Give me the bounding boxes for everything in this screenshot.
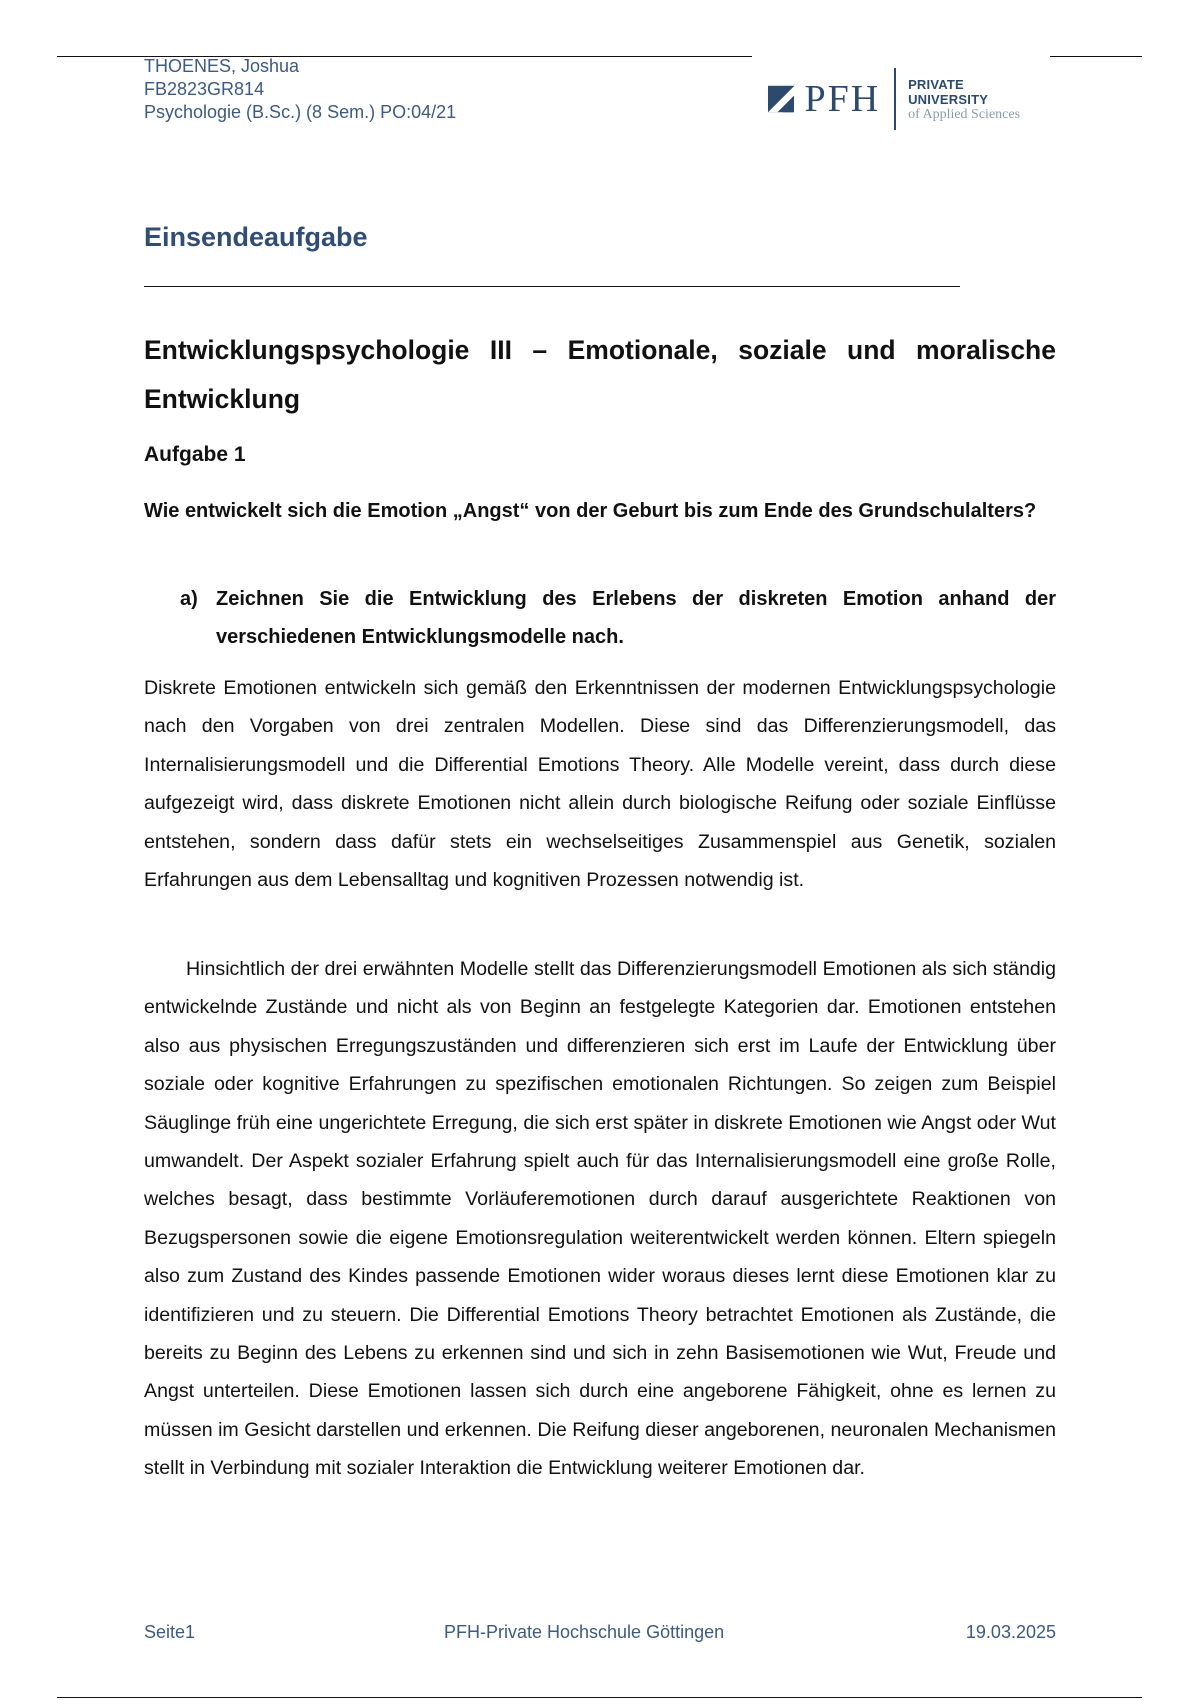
document-type-heading: Einsendeaufgabe (144, 222, 368, 252)
student-name: THOENES, Joshua (144, 56, 300, 76)
task-question: Wie entwickelt sich die Emotion „Angst“ von der Geburt bis zum Ende des Grundschulalters? (144, 500, 1037, 522)
body-paragraph-2: Hinsichtlich der drei erwähnten Modelle stellt das Differenzierungsmodell Emotionen als sich ständig entwickelnde Zustände und nicht als von Beginn an festgelegte Kategorien dar. Emotionen entstehen also aus physischen Erregungszuständen und differenzieren sich erst im Laufe der Entwicklung über soziale oder kognitive Erfahrungen zu spezifischen emotionalen Richtungen. So zeigen zum Beispiel Säuglinge früh eine ungerichtete Erregung, die sich erst später in diskrete Emotionen wie Angst oder Wut umwandelt. Der Aspekt sozialer Erfahrung spielt auch für das Internalisierungsmodell eine große Rolle, welches besagt, dass bestimmte Vorläuferemotionen durch darauf ausgerichtete Reaktionen von Bezugspersonen sowie die eigene Emotionsregulation weiterentwickelt werden können. Eltern spiegeln also zum Zustand des Kindes passende Emotionen wider woraus dieses lernt diese Emotionen klar zu identifizieren und zu steuern. Die Differential Emotions Theory betrachtet Emotionen als Zustände, die bereits zu Beginn des Lebens zu erkennen sind und sich in zehn Basisemotionen wie Wut, Freude und Angst unterteilen. Diese Emotionen lassen sich durch eine angeborene Fähigkeit, ohne es lernen zu müssen im Gesicht darstellen und erkennen. Die Reifung dieser angeborenen, neuronalen Mechanismen stellt in Verbindung mit sozialer Interaktion die Entwicklung weiterer Emotionen dar. (144, 958, 1056, 1480)
footer-page-number: Seite1 (144, 1622, 196, 1642)
logo-letters: PFH (804, 78, 881, 120)
logo-divider (894, 68, 896, 130)
footer-institution: PFH-Private Hochschule Göttingen (444, 1622, 725, 1642)
logo-tagline-line2: of Applied Sciences (908, 106, 1021, 122)
header-rule-right (1050, 56, 1142, 57)
subtask-a (180, 580, 1056, 656)
student-id: FB2823GR814 (144, 79, 265, 99)
footer-rule (57, 1697, 1142, 1698)
logo-tagline (908, 77, 1040, 122)
subtask-text: Zeichnen Sie die Entwicklung des Erlebens der diskreten Emotion anhand der verschiedenen Entwicklungsmodelle nach. (216, 588, 1056, 648)
document-title: Entwicklungspsychologie III – Emotionale, soziale und moralische Entwicklung (144, 335, 1056, 414)
header-meta (144, 55, 456, 124)
document-type-underline (144, 286, 960, 287)
footer-date: 19.03.2025 (965, 1622, 1056, 1642)
logo-tagline-line1: PRIVATE UNIVERSITY (908, 76, 989, 107)
body-paragraph-1: Diskrete Emotionen entwickeln sich gemäß den Erkenntnissen der modernen Entwicklungspsychologie nach den Vorgaben von drei zentralen Modellen. Diese sind das Differenzierungsmodell, das Internalisierungsmodell und die Differential Emotions Theory. Alle Modelle vereint, dass durch diese aufgezeigt wird, dass diskrete Emotionen nicht allein durch biologische Reifung oder soziale Einflüsse entstehen, sondern dass dafür stets ein wechselseitiges Zusammenspiel aus Genetik, sozialen Erfahrungen aus dem Lebensalltag und kognitiven Prozessen notwendig ist. (144, 677, 1056, 892)
study-program: Psychologie (B.Sc.) (8 Sem.) PO:04/21 (144, 102, 457, 122)
task-label: Aufgabe 1 (144, 443, 246, 466)
subtask-letter: a) (180, 588, 198, 610)
pfh-logo-mark-icon (768, 85, 794, 113)
pfh-logo (768, 66, 1040, 132)
